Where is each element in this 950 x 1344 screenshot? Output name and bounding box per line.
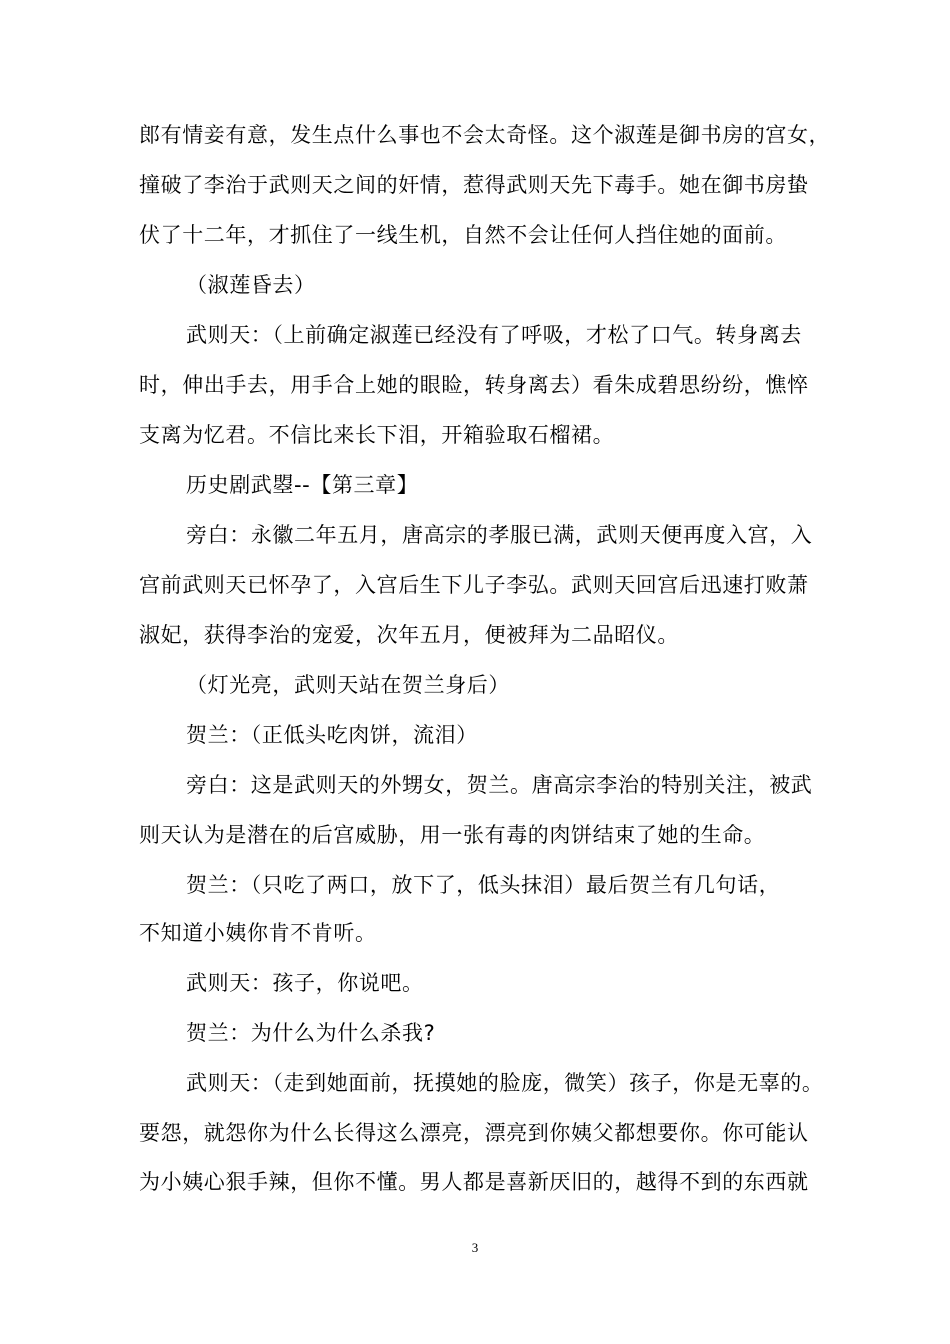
stage-direction: （灯光亮，武则天站在贺兰身后） <box>186 673 510 697</box>
dialogue-line: 贺兰：（正低头吃肉饼，流泪） <box>186 723 478 747</box>
chapter-heading: 历史剧武曌--【第三章】 <box>186 473 419 497</box>
text-line: 伏了十二年，才抓住了一线生机，自然不会让任何人挡住她的面前。 <box>139 223 787 247</box>
text-line: 要怨，就怨你为什么长得这么漂亮，漂亮到你姨父都想要你。你可能认 <box>139 1121 809 1145</box>
text-line: 则天认为是潜在的后宫威胁，用一张有毒的肉饼结束了她的生命。 <box>139 823 766 847</box>
dialogue-line: 武则天：孩子，你说吧。 <box>186 971 424 995</box>
text-line: 支离为忆君。不信比来长下泪，开箱验取石榴裙。 <box>139 423 615 447</box>
text-line: 不知道小姨你肯不肯听。 <box>139 921 377 945</box>
page-number: 3 <box>471 1240 479 1255</box>
narration-line: 旁白：永徽二年五月，唐高宗的孝服已满，武则天便再度入宫，入 <box>186 523 813 547</box>
text-line: 为小姨心狠手辣，但你不懂。男人都是喜新厌旧的，越得不到的东西就 <box>139 1170 809 1194</box>
narration-line: 旁白：这是武则天的外甥女，贺兰。唐高宗李治的特别关注，被武 <box>186 773 813 797</box>
text-line: 淑妃，获得李治的宠爱，次年五月，便被拜为二品昭仪。 <box>139 623 679 647</box>
text-line: 宫前武则天已怀孕了，入宫后生下儿子李弘。武则天回宫后迅速打败萧 <box>139 573 809 597</box>
stage-direction: （淑莲昏去） <box>186 273 316 297</box>
dialogue-line: 贺兰：（只吃了两口，放下了，低头抹泪）最后贺兰有几句话， <box>186 873 781 897</box>
text-line: 郎有情妾有意，发生点什么事也不会太奇怪。这个淑莲是御书房的宫女， <box>139 123 831 147</box>
dialogue-line: 贺兰：为什么为什么杀我? <box>186 1021 436 1045</box>
dialogue-line: 武则天：（上前确定淑莲已经没有了呼吸，才松了口气。转身离去 <box>186 323 802 347</box>
text-line: 时，伸出手去，用手合上她的眼睑，转身离去）看朱成碧思纷纷，憔悴 <box>139 373 809 397</box>
text-line: 撞破了李治于武则天之间的奸情，惹得武则天先下毒手。她在御书房蛰 <box>139 173 809 197</box>
dialogue-line: 武则天：（走到她面前，抚摸她的脸庞，微笑）孩子，你是无辜的。 <box>186 1071 824 1095</box>
